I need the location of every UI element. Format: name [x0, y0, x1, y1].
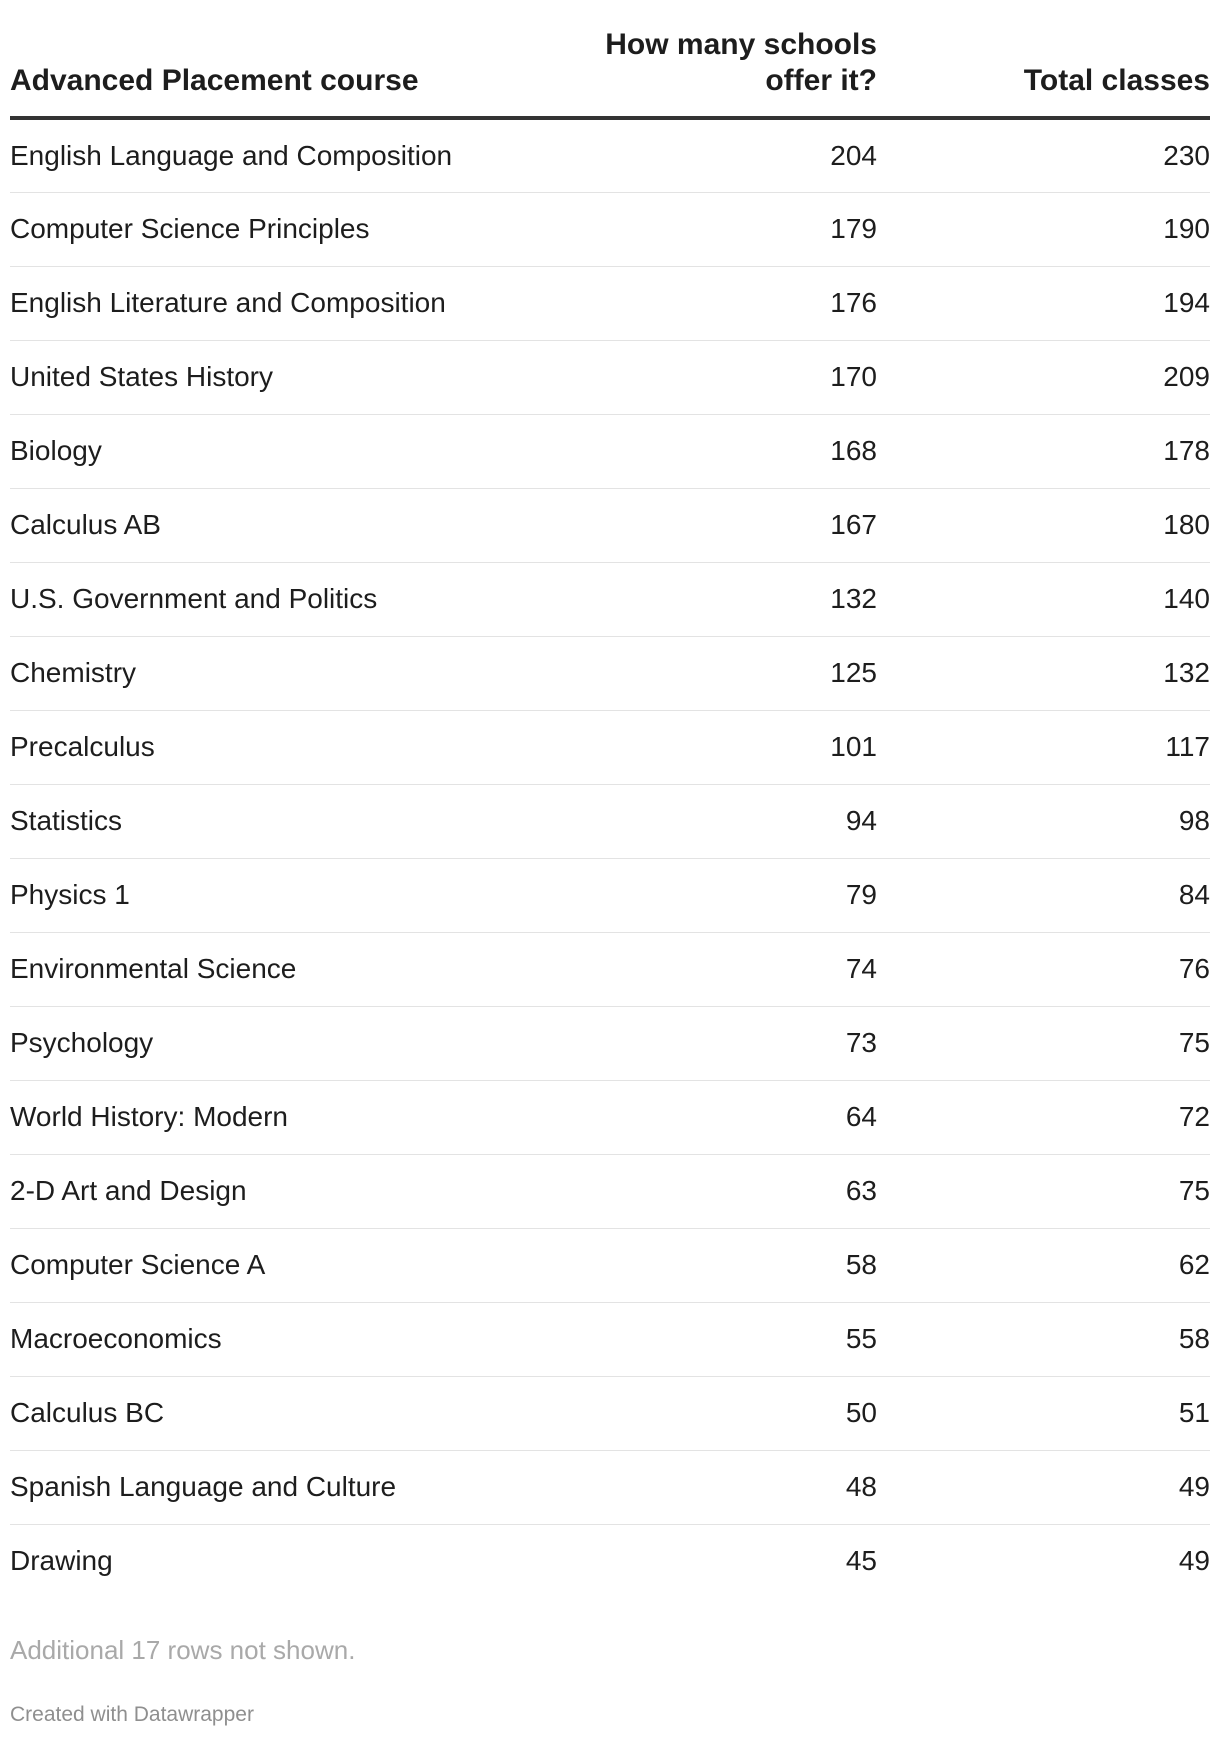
schools-count-cell: 55: [590, 1302, 877, 1376]
total-classes-cell: 209: [877, 340, 1210, 414]
total-classes-cell: 76: [877, 932, 1210, 1006]
total-classes-cell: 140: [877, 562, 1210, 636]
table-row: [10, 266, 1210, 340]
course-name-cell: Computer Science Principles: [10, 192, 590, 266]
table-row: [10, 1302, 1210, 1376]
course-name-cell: Physics 1: [10, 858, 590, 932]
table-row: [10, 192, 1210, 266]
schools-count-cell: 204: [590, 118, 877, 192]
column-header-schools[interactable]: How many schools offer it?: [590, 0, 877, 118]
course-name-cell: English Literature and Composition: [10, 266, 590, 340]
schools-count-cell: 125: [590, 636, 877, 710]
table-row: [10, 488, 1210, 562]
table-row: [10, 1006, 1210, 1080]
course-name-cell: Environmental Science: [10, 932, 590, 1006]
schools-count-cell: 74: [590, 932, 877, 1006]
column-header-total[interactable]: Total classes: [877, 0, 1210, 118]
total-classes-cell: 84: [877, 858, 1210, 932]
table-row: [10, 1524, 1210, 1598]
table-row: [10, 784, 1210, 858]
schools-count-cell: 48: [590, 1450, 877, 1524]
course-name-cell: Calculus BC: [10, 1376, 590, 1450]
schools-count-cell: 79: [590, 858, 877, 932]
table-row: [10, 1154, 1210, 1228]
schools-count-cell: 64: [590, 1080, 877, 1154]
schools-count-cell: 168: [590, 414, 877, 488]
table-container: [10, 0, 1210, 1598]
course-name-cell: Computer Science A: [10, 1228, 590, 1302]
table-row: [10, 562, 1210, 636]
header-row: [10, 0, 1210, 118]
rows-hidden-note: Additional 17 rows not shown.: [10, 1635, 356, 1665]
table-row: [10, 1450, 1210, 1524]
schools-count-cell: 170: [590, 340, 877, 414]
table-body: [10, 118, 1210, 1598]
schools-count-cell: 45: [845, 1545, 877, 1577]
total-classes-cell: 58: [877, 1302, 1210, 1376]
datawrapper-credit: Created with Datawrapper: [10, 1703, 254, 1726]
total-classes-cell: 75: [877, 1154, 1210, 1228]
course-name-cell: Macroeconomics: [10, 1302, 590, 1376]
schools-count-cell: 132: [590, 562, 877, 636]
total-classes-cell: 49: [1178, 1545, 1210, 1577]
table-row: [10, 340, 1210, 414]
total-classes-cell: 117: [877, 710, 1210, 784]
course-name-cell: 2-D Art and Design: [10, 1154, 590, 1228]
course-name-cell: United States History: [10, 340, 590, 414]
total-classes-cell: 132: [877, 636, 1210, 710]
total-classes-cell: 190: [877, 192, 1210, 266]
table-row: [10, 636, 1210, 710]
course-name-cell: Statistics: [10, 784, 590, 858]
total-classes-cell: 51: [877, 1376, 1210, 1450]
course-name-cell: Calculus AB: [10, 488, 590, 562]
table-row: [10, 1376, 1210, 1450]
table-row: [10, 1080, 1210, 1154]
total-classes-cell: 72: [877, 1080, 1210, 1154]
total-classes-cell: 62: [877, 1228, 1210, 1302]
course-name-cell: English Language and Composition: [10, 118, 590, 192]
course-name-cell: Precalculus: [10, 710, 590, 784]
schools-count-cell: 179: [590, 192, 877, 266]
total-classes-cell: 180: [877, 488, 1210, 562]
total-classes-cell: 230: [877, 118, 1210, 192]
table-row: [10, 932, 1210, 1006]
schools-count-cell: 101: [590, 710, 877, 784]
course-name-cell: Biology: [10, 414, 590, 488]
table-row: [10, 858, 1210, 932]
total-classes-cell: 49: [877, 1450, 1210, 1524]
total-classes-cell: 98: [877, 784, 1210, 858]
schools-count-cell: 94: [590, 784, 877, 858]
course-name-cell: World History: Modern: [10, 1080, 590, 1154]
column-header-course[interactable]: Advanced Placement course: [10, 0, 590, 118]
schools-count-cell: 58: [590, 1228, 877, 1302]
course-name-cell: Chemistry: [10, 636, 590, 710]
schools-count-cell: 50: [590, 1376, 877, 1450]
schools-count-cell: 176: [590, 266, 877, 340]
course-name-cell: Drawing: [10, 1545, 113, 1577]
table-header: [10, 0, 1210, 118]
total-classes-cell: 194: [877, 266, 1210, 340]
course-name-cell: Spanish Language and Culture: [10, 1450, 590, 1524]
course-name-cell: Psychology: [10, 1006, 590, 1080]
schools-count-cell: 73: [590, 1006, 877, 1080]
total-classes-cell: 178: [877, 414, 1210, 488]
schools-count-cell: 167: [590, 488, 877, 562]
schools-count-cell: 63: [590, 1154, 877, 1228]
table-row: [10, 710, 1210, 784]
table-row: [10, 414, 1210, 488]
ap-course-table: [10, 0, 1210, 1598]
table-row: [10, 118, 1210, 192]
course-name-cell: U.S. Government and Politics: [10, 562, 590, 636]
table-row: [10, 1228, 1210, 1302]
total-classes-cell: 75: [877, 1006, 1210, 1080]
